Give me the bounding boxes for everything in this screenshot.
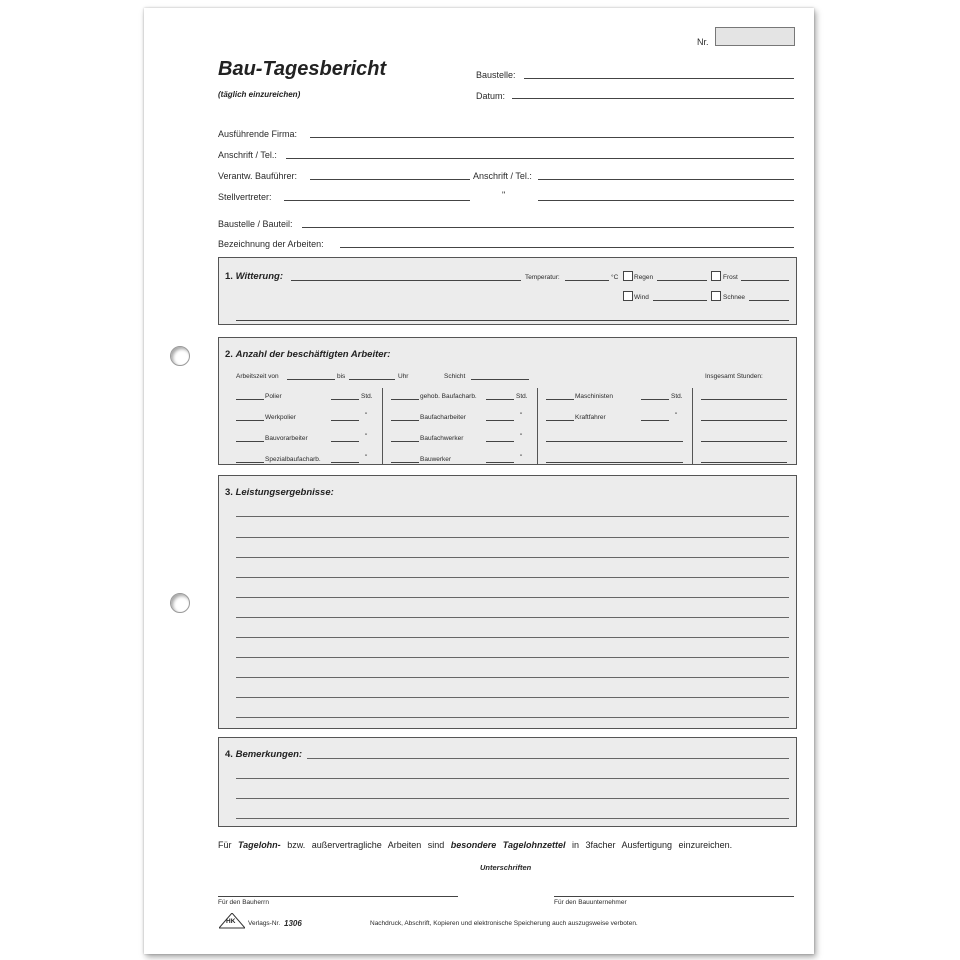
std-label-3: Std. — [671, 393, 683, 400]
copyright-notice: Nachdruck, Abschrift, Kopieren und elektronische Speicherung auch auszugsweise verboten. — [370, 920, 638, 927]
spezialbaufacharb-count-field[interactable] — [236, 462, 264, 463]
bemerkung-line-3[interactable] — [236, 798, 789, 799]
ditto-1: " — [365, 412, 368, 419]
schnee-checkbox[interactable] — [711, 291, 721, 301]
polier-std-field[interactable] — [331, 399, 359, 400]
total-hours-field-1[interactable] — [701, 399, 787, 400]
baufacharbeiter-count-field[interactable] — [391, 420, 419, 421]
datum-field[interactable] — [512, 98, 794, 99]
col2-label-3: Bauwerker — [420, 456, 452, 463]
col2-label-0: gehob. Baufacharb. — [420, 393, 477, 400]
baustelle-bauteil-field[interactable] — [302, 227, 794, 228]
col1-label-3: Spezialbaufacharb. — [265, 456, 321, 463]
total-hours-field-3[interactable] — [701, 441, 787, 442]
bauherr-signature-line[interactable] — [218, 896, 458, 897]
std-label-1: Std. — [361, 393, 373, 400]
ditto-4: " — [520, 412, 523, 419]
leistung-line-4[interactable] — [236, 577, 789, 578]
leistung-line-3[interactable] — [236, 557, 789, 558]
spezialbaufacharb-std-field[interactable] — [331, 462, 359, 463]
ditto-2: " — [365, 433, 368, 440]
verlag-label: Verlags-Nr. — [248, 920, 281, 927]
bezeichnung-field[interactable] — [340, 247, 794, 248]
celsius-label: °C — [611, 274, 619, 281]
leistung-line-9[interactable] — [236, 677, 789, 678]
ditto-3: " — [365, 454, 368, 461]
section-arbeiter — [218, 337, 797, 465]
bauwerker-count-field[interactable] — [391, 462, 419, 463]
kraftfahrer-count-field[interactable] — [546, 420, 574, 421]
schnee-label: Schnee — [723, 294, 746, 301]
temperatur-field[interactable] — [565, 280, 609, 281]
col1-label-2: Bauvorarbeiter — [265, 435, 308, 442]
ditto-mark: " — [502, 190, 506, 200]
leistung-line-7[interactable] — [236, 637, 789, 638]
kraftfahrer-std-field[interactable] — [641, 420, 669, 421]
arbeitszeit-label: Arbeitszeit von — [236, 373, 279, 380]
anschrift2-field[interactable] — [538, 179, 794, 180]
anschrift-field[interactable] — [286, 158, 794, 159]
col3-label-0: Maschinisten — [575, 393, 613, 400]
leistung-line-5[interactable] — [236, 597, 789, 598]
maschinisten-count-field[interactable] — [546, 399, 574, 400]
column-divider-3 — [692, 388, 693, 464]
werkpolier-std-field[interactable] — [331, 420, 359, 421]
bemerkung-line-2[interactable] — [236, 778, 789, 779]
punch-hole-top — [170, 346, 190, 366]
col1-label-0: Polier — [265, 393, 282, 400]
frost-field[interactable] — [741, 280, 789, 281]
leistung-line-1[interactable] — [236, 516, 789, 517]
verlag-number: 1306 — [284, 919, 302, 928]
anschrift2-label: Anschrift / Tel.: — [473, 171, 532, 181]
polier-count-field[interactable] — [236, 399, 264, 400]
schicht-label: Schicht — [444, 373, 466, 380]
frost-label: Frost — [723, 274, 738, 281]
col2-label-1: Baufacharbeiter — [420, 414, 466, 421]
bauunternehmer-label: Für den Bauunternehmer — [554, 899, 627, 906]
nr-field[interactable] — [715, 27, 795, 46]
logo-text: HK — [226, 918, 236, 925]
extra-worker-field-2[interactable] — [546, 462, 683, 463]
section-bemerkungen — [218, 737, 797, 827]
arbeitszeit-bis-field[interactable] — [349, 379, 395, 380]
leistung-line-6[interactable] — [236, 617, 789, 618]
arbeitszeit-von-field[interactable] — [287, 379, 335, 380]
leistung-line-11[interactable] — [236, 717, 789, 718]
tagelohn-notice: Für Tagelohn- bzw. außervertragliche Arbeiten sind besondere Tagelohnzettel in 3facher Ausfertigung einzureichen. — [218, 840, 733, 850]
leistungsergebnisse-title: 3. Leistungsergebnisse: — [225, 487, 334, 498]
total-hours-field-2[interactable] — [701, 420, 787, 421]
ditto-6: " — [520, 454, 523, 461]
gehob-count-field[interactable] — [391, 399, 419, 400]
bauführer-label: Verantw. Bauführer: — [218, 171, 298, 181]
arbeiter-title: 2. Anzahl der beschäftigten Arbeiter: — [225, 349, 391, 360]
werkpolier-count-field[interactable] — [236, 420, 264, 421]
anschrift-label: Anschrift / Tel.: — [218, 150, 277, 160]
schicht-field[interactable] — [471, 379, 529, 380]
temperatur-label: Temperatur: — [525, 274, 560, 281]
column-divider-1 — [382, 388, 383, 464]
column-divider-2 — [537, 388, 538, 464]
ditto-5: " — [520, 433, 523, 440]
regen-label: Regen — [634, 274, 654, 281]
insgesamt-label: Insgesamt Stunden: — [705, 373, 763, 380]
nr-label: Nr. — [697, 37, 709, 47]
unterschriften-label: Unterschriften — [480, 863, 532, 872]
baustelle-bauteil-label: Baustelle / Bauteil: — [218, 219, 293, 229]
form-subtitle: (täglich einzureichen) — [218, 90, 301, 99]
maschinisten-std-field[interactable] — [641, 399, 669, 400]
wind-checkbox[interactable] — [623, 291, 633, 301]
bauunternehmer-signature-line[interactable] — [554, 896, 794, 897]
col2-label-2: Baufachwerker — [420, 435, 464, 442]
baufachwerker-std-field[interactable] — [486, 441, 514, 442]
bauvorarbeiter-count-field[interactable] — [236, 441, 264, 442]
col3-label-1: Kraftfahrer — [575, 414, 606, 421]
witterung-extra-line[interactable] — [236, 320, 789, 321]
datum-label: Datum: — [476, 91, 506, 101]
uhr-label: Uhr — [398, 373, 409, 380]
regen-field[interactable] — [657, 280, 707, 281]
bauwerker-std-field[interactable] — [486, 462, 514, 463]
baustelle-label: Baustelle: — [476, 70, 516, 80]
bauvorarbeiter-std-field[interactable] — [331, 441, 359, 442]
form-title: Bau-Tagesbericht — [218, 58, 387, 80]
leistung-line-8[interactable] — [236, 657, 789, 658]
baufachwerker-count-field[interactable] — [391, 441, 419, 442]
wind-label: Wind — [634, 294, 649, 301]
baustelle-field[interactable] — [524, 78, 794, 79]
publisher-logo — [219, 913, 245, 929]
bauführer-field[interactable] — [310, 179, 470, 180]
bezeichnung-label: Bezeichnung der Arbeiten: — [218, 239, 324, 249]
bis-label: bis — [337, 373, 346, 380]
wind-field[interactable] — [653, 300, 707, 301]
std-label-2: Std. — [516, 393, 528, 400]
leistung-line-2[interactable] — [236, 537, 789, 538]
punch-hole-bottom — [170, 593, 190, 613]
bemerkung-line-4[interactable] — [236, 818, 789, 819]
firma-field[interactable] — [310, 137, 794, 138]
col1-label-1: Werkpolier — [265, 414, 296, 421]
ditto-7: " — [675, 412, 678, 419]
form-sheet — [144, 8, 814, 954]
regen-checkbox[interactable] — [623, 271, 633, 281]
frost-checkbox[interactable] — [711, 271, 721, 281]
section-witterung — [218, 257, 797, 325]
bemerkung-line-1[interactable] — [307, 758, 789, 759]
section-leistungsergebnisse — [218, 475, 797, 729]
firma-label: Ausführende Firma: — [218, 129, 298, 139]
stellvertreter-field[interactable] — [284, 200, 470, 201]
extra-worker-field-1[interactable] — [546, 441, 683, 442]
stellvertreter-anschrift-field[interactable] — [538, 200, 794, 201]
total-hours-field-4[interactable] — [701, 462, 787, 463]
bauherr-label: Für den Bauherrn — [218, 899, 269, 906]
stellvertreter-label: Stellvertreter: — [218, 192, 272, 202]
witterung-field[interactable] — [291, 280, 521, 281]
gehob-std-field[interactable] — [486, 399, 514, 400]
leistung-line-10[interactable] — [236, 697, 789, 698]
bemerkungen-title: 4. Bemerkungen: — [225, 749, 303, 760]
schnee-field[interactable] — [749, 300, 789, 301]
baufacharbeiter-std-field[interactable] — [486, 420, 514, 421]
witterung-title: 1. Witterung: — [225, 271, 283, 282]
